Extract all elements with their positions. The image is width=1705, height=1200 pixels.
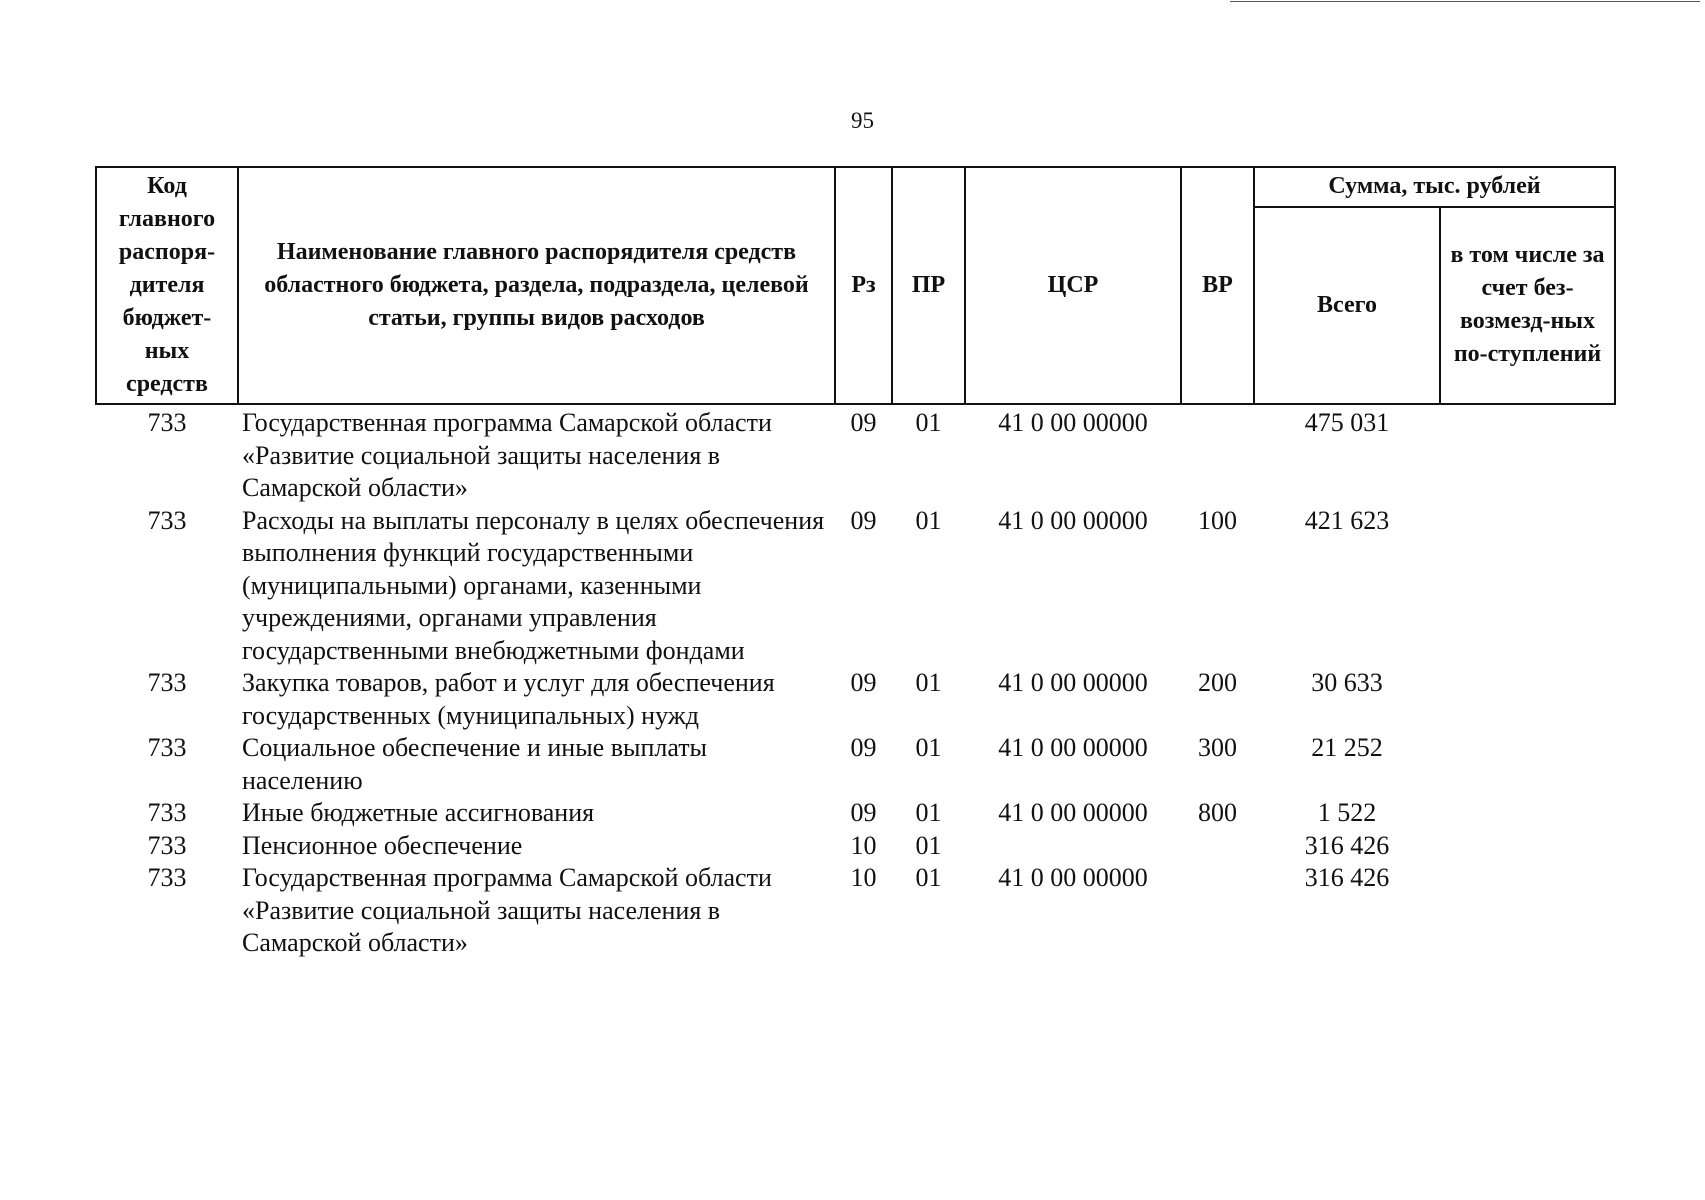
- cell-vr: 100: [1198, 505, 1237, 535]
- cell-name: Расходы на выплаты персоналу в целях обеспечения выполнения функций государственными (муниципальными) органами, казенными учреждениями, органами управления государственными внебюджетными фондами: [242, 505, 825, 665]
- cell-free: [1440, 862, 1615, 960]
- cell-csr: 41 0 00 00000: [998, 668, 1148, 697]
- cell-pr: 01: [915, 733, 942, 762]
- cell-name: Иные бюджетные ассигнования: [242, 798, 595, 827]
- cell-free: [1440, 797, 1615, 830]
- cell-csr: 41 0 00 00000: [998, 798, 1148, 827]
- cell-csr: [965, 830, 1181, 863]
- cell-name: Пенсионное обеспечение: [242, 830, 523, 860]
- cell-vr: 800: [1198, 798, 1237, 827]
- cell-name: Закупка товаров, работ и услуг для обеспечения государственных (муниципальных) нужд: [242, 668, 775, 730]
- cell-code: 733: [147, 668, 187, 697]
- table-row: [96, 862, 1615, 960]
- table-row: [96, 797, 1615, 830]
- cell-vr: [1181, 862, 1254, 960]
- cell-code: 733: [147, 408, 187, 437]
- cell-rz: 10: [850, 830, 877, 860]
- cell-vr: [1181, 830, 1254, 863]
- cell-rz: 09: [850, 408, 877, 437]
- table-row: [96, 830, 1615, 863]
- header-vr: ВР: [1181, 167, 1254, 404]
- cell-rz: 09: [850, 668, 877, 697]
- cell-free: [1440, 505, 1615, 668]
- cell-code: 733: [147, 863, 187, 892]
- cell-csr: 41 0 00 00000: [998, 408, 1148, 437]
- header-name: Наименование главного распорядителя средств областного бюджета, раздела, подраздела, целевой статьи, группы видов расходов: [238, 167, 835, 404]
- cell-csr: 41 0 00 00000: [998, 505, 1148, 535]
- header-free: в том числе за счет без-возмезд-ных по-ступлений: [1440, 207, 1615, 405]
- header-code: Код главного распоря-дителя бюджет-ных средств: [96, 167, 238, 404]
- header-sum-group: Сумма, тыс. рублей: [1254, 167, 1615, 207]
- cell-vr: [1181, 404, 1254, 505]
- table-row: [96, 505, 1615, 668]
- cell-free: [1440, 667, 1615, 732]
- cell-code: 733: [147, 798, 187, 827]
- cell-pr: 01: [915, 863, 942, 892]
- cell-total: 316 426: [1304, 863, 1390, 892]
- table-row: [96, 404, 1615, 505]
- cell-rz: 10: [850, 863, 877, 892]
- cell-pr: 01: [915, 798, 942, 827]
- budget-table: [95, 166, 1616, 960]
- cell-name: Социальное обеспечение и иные выплаты населению: [242, 733, 708, 795]
- cell-total: 475 031: [1304, 408, 1390, 437]
- cell-name: Государственная программа Самарской области «Развитие социальной защиты населения в Самарской области»: [242, 863, 772, 957]
- cell-rz: 09: [850, 505, 877, 535]
- header-total: Всего: [1254, 207, 1440, 405]
- cell-free: [1440, 732, 1615, 797]
- cell-vr: 300: [1198, 733, 1237, 762]
- cell-csr: 41 0 00 00000: [998, 863, 1148, 892]
- table-row: [96, 732, 1615, 797]
- cell-code: 733: [147, 733, 187, 762]
- cell-total: 1 522: [1317, 798, 1377, 827]
- cell-pr: 01: [915, 505, 942, 535]
- header-rz: Рз: [835, 167, 892, 404]
- table-body: [96, 404, 1615, 960]
- cell-total: 30 633: [1311, 668, 1383, 697]
- cell-csr: 41 0 00 00000: [998, 733, 1148, 762]
- cell-free: [1440, 830, 1615, 863]
- cell-rz: 09: [850, 733, 877, 762]
- cell-pr: 01: [915, 408, 942, 437]
- page-number: 95: [851, 108, 874, 133]
- header-pr: ПР: [892, 167, 965, 404]
- cell-total: 21 252: [1311, 733, 1383, 762]
- cell-total: 316 426: [1304, 830, 1390, 860]
- cell-pr: 01: [915, 830, 942, 860]
- cell-rz: 09: [850, 798, 877, 827]
- cell-code: 733: [147, 830, 187, 860]
- cell-code: 733: [147, 505, 187, 535]
- cell-free: [1440, 404, 1615, 505]
- cell-name: Государственная программа Самарской области «Развитие социальной защиты населения в Самарской области»: [242, 408, 772, 502]
- cell-vr: 200: [1198, 668, 1237, 697]
- cell-total: 421 623: [1304, 505, 1390, 535]
- table-row: [96, 667, 1615, 732]
- top-rule: [1230, 1, 1700, 2]
- header-csr: ЦСР: [965, 167, 1181, 404]
- cell-pr: 01: [915, 668, 942, 697]
